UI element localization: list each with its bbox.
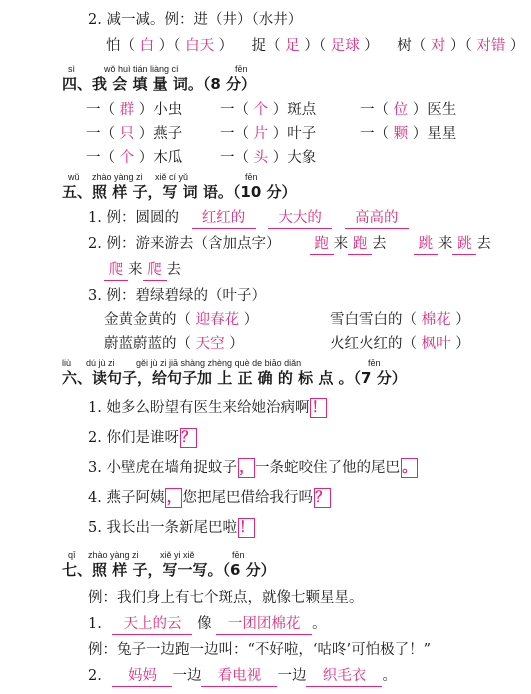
- s6-pinyin-1: liù: [62, 358, 72, 368]
- s7-example-1: 例：我们身上有七个斑点，就像七颗星星。: [88, 590, 364, 606]
- s6-pinyin-4: fēn: [368, 358, 381, 368]
- s6-q1: 1. 她多么盼望有医生来给她治病啊 ！: [88, 399, 327, 416]
- s6-pinyin-2: dú jù zi: [86, 358, 115, 368]
- s5-q2: 2. 例：游来游去（含加点字） 跑 来 跑 去 跳 来 跳 去: [88, 234, 491, 255]
- s5-pinyin-3: xiě cí yǔ: [155, 172, 189, 182]
- s5-pinyin-1: wǔ: [68, 172, 80, 182]
- s7-pinyin-1: qī: [68, 550, 76, 560]
- s4-pinyin-2: wǒ huì tián liàng cí: [104, 64, 179, 74]
- s6-q5: 5. 我长出一条新尾巴啦 ！: [88, 519, 254, 536]
- q2-answers: 怕（ 白 ）（ 白天 ） 捉（ 足 ）（ 足球 ） 树（ 对 ）（ 对错 ）: [106, 38, 525, 54]
- s5-title: 五、照 样 子，写 词 语。（10 分）: [62, 183, 297, 201]
- s5-q1: 1. 例：圆圆的 红红的 大大的 高高的: [88, 208, 409, 229]
- s7-pinyin-3: xiě yi xiě: [160, 550, 195, 560]
- s4-title: 四、我 会 填 量 词。（8 分）: [62, 75, 257, 93]
- s5-q2-cont: 爬 来 爬 去: [104, 260, 181, 281]
- s7-pinyin-4: fēn: [232, 550, 245, 560]
- s4-pinyin-3: fēn: [235, 64, 248, 74]
- s5-pinyin-4: fēn: [245, 172, 258, 182]
- s6-q2: 2. 你们是谁呀 ？: [88, 429, 196, 446]
- s7-title: 七、照 样 子，写一写。（6 分）: [62, 561, 276, 579]
- s6-q3: 3. 小壁虎在墙角捉蚊子 ，一条蛇咬住了他的尾巴 。: [88, 459, 417, 476]
- s5-pinyin-2: zhào yàng zi: [92, 172, 143, 182]
- s5-q3: 3. 例：碧绿碧绿的（叶子）: [88, 288, 266, 304]
- s4-pinyin-1: sì: [68, 64, 76, 74]
- s6-title: 六、读句子，给句子加 上 正 确 的 标 点 。（7 分）: [62, 369, 407, 387]
- s6-q4: 4. 燕子阿姨 ，您把尾巴借给我行吗 ？: [88, 489, 330, 506]
- s6-pinyin-3: gěi jù zi jiā shàng zhèng què de biāo diǎn: [136, 358, 302, 368]
- s7-pinyin-2: zhào yàng zi: [88, 550, 139, 560]
- s7-q1: 1. 天上的云 像 一团团棉花 。: [88, 614, 327, 635]
- s7-q2: 2. 妈妈 一边 看电视 一边 织毛衣 。: [88, 666, 397, 687]
- s7-example-2: 例：兔子一边跑一边叫：“不好啦，‘咕咚’可怕极了！”: [88, 642, 432, 658]
- q2-intro: 2. 减一减。例：进（井）（水井）: [88, 12, 303, 28]
